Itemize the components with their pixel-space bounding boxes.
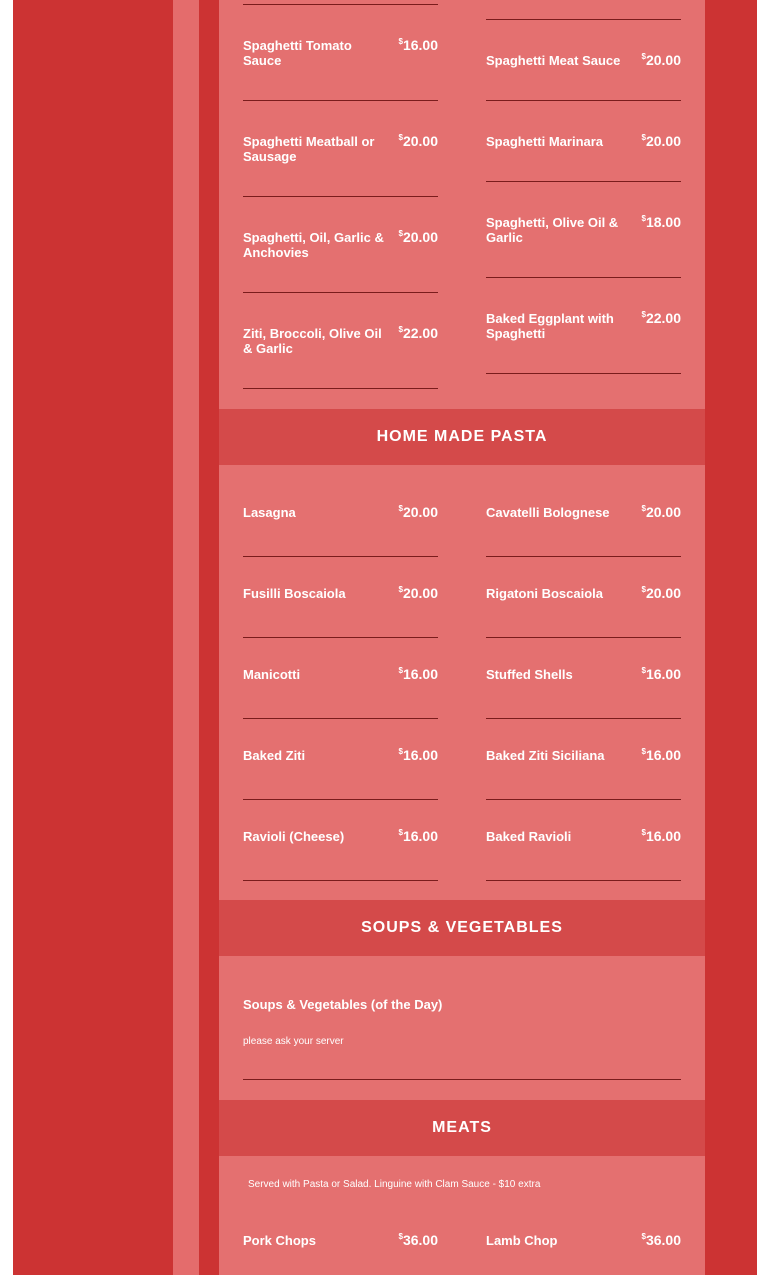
item-name: Spaghetti Meatball or Sausage [243, 134, 375, 164]
menu-item[interactable] [243, 292, 438, 389]
item-price: $20.00 [398, 585, 438, 601]
item-price: $20.00 [641, 504, 681, 520]
menu-panel [219, 0, 705, 1275]
item-name: Baked Ziti Siciliana [486, 748, 605, 763]
item-price: $16.00 [398, 37, 438, 53]
item-price: $20.00 [398, 504, 438, 520]
menu-row [219, 637, 705, 718]
menu-item[interactable] [486, 475, 681, 557]
menu-item[interactable] [486, 19, 681, 101]
item-name: Soups & Vegetables (of the Day) [243, 997, 443, 1012]
item-name: Manicotti [243, 667, 301, 682]
item-name: Ravioli (Cheese) [243, 829, 345, 844]
item-price: $18.00 [641, 214, 681, 230]
menu-row [219, 1203, 705, 1284]
menu-item[interactable] [486, 100, 681, 182]
item-price: $16.00 [398, 747, 438, 763]
item-name: Ziti, Broccoli, Olive Oil & Garlic [243, 326, 382, 356]
menu-item[interactable] [243, 4, 438, 101]
item-name: Lamb Chop [486, 1233, 558, 1248]
menu-item[interactable] [486, 181, 681, 278]
item-name: Baked Ziti [243, 748, 306, 763]
item-price: $16.00 [641, 747, 681, 763]
section-header-pasta: HOME MADE PASTA [219, 409, 705, 465]
item-name: Pork Chops [243, 1233, 316, 1248]
item-name: Spaghetti, Olive Oil & Garlic [486, 215, 619, 245]
item-price: $20.00 [641, 133, 681, 149]
item-name: Spaghetti, Oil, Garlic & Anchovies [243, 230, 384, 260]
menu-item[interactable] [486, 718, 681, 800]
menu-item[interactable] [486, 637, 681, 719]
menu-item[interactable] [486, 556, 681, 638]
menu-item[interactable] [243, 956, 681, 1080]
item-price: $20.00 [641, 52, 681, 68]
menu-item[interactable] [243, 637, 438, 719]
item-name: Spaghetti Meat Sauce [486, 53, 621, 68]
menu-row [219, 799, 705, 880]
menu-item[interactable] [486, 799, 681, 881]
section-header-soups: SOUPS & VEGETABLES [219, 900, 705, 956]
menu-item[interactable] [243, 475, 438, 557]
item-name: Cavatelli Bolognese [486, 505, 610, 520]
item-price: $20.00 [641, 585, 681, 601]
menu-item[interactable] [243, 1203, 438, 1284]
menu-row [219, 556, 705, 637]
item-name: Baked Eggplant with Spaghetti [486, 311, 614, 341]
section-note: Served with Pasta or Salad. Linguine with Clam Sauce - $10 extra [248, 1179, 541, 1190]
menu-item[interactable] [243, 196, 438, 293]
item-name: Fusilli Boscaiola [243, 586, 346, 601]
item-name: Baked Ravioli [486, 829, 572, 844]
item-name: Stuffed Shells [486, 667, 573, 682]
item-name: Rigatoni Boscaiola [486, 586, 604, 601]
item-price: $36.00 [641, 1232, 681, 1248]
item-price: $20.00 [398, 229, 438, 245]
item-price: $22.00 [398, 325, 438, 341]
menu-item[interactable] [243, 799, 438, 881]
item-name: Spaghetti Tomato Sauce [243, 38, 352, 68]
decorative-stripe [173, 0, 199, 1275]
item-price: $16.00 [398, 666, 438, 682]
item-name: Lasagna [243, 505, 296, 520]
menu-item[interactable] [243, 100, 438, 197]
menu-item[interactable] [486, 277, 681, 374]
menu-item[interactable] [243, 718, 438, 800]
menu-row [219, 475, 705, 556]
item-price: $16.00 [398, 828, 438, 844]
item-price: $22.00 [641, 310, 681, 326]
item-description: please ask your server [243, 1036, 344, 1047]
item-price: $36.00 [398, 1232, 438, 1248]
menu-item[interactable] [243, 556, 438, 638]
item-price: $20.00 [398, 133, 438, 149]
item-price: $16.00 [641, 828, 681, 844]
menu-item[interactable] [486, 1203, 681, 1284]
item-price: $16.00 [641, 666, 681, 682]
section-header-meats: MEATS [219, 1100, 705, 1156]
item-name: Spaghetti Marinara [486, 134, 604, 149]
menu-row [219, 718, 705, 799]
